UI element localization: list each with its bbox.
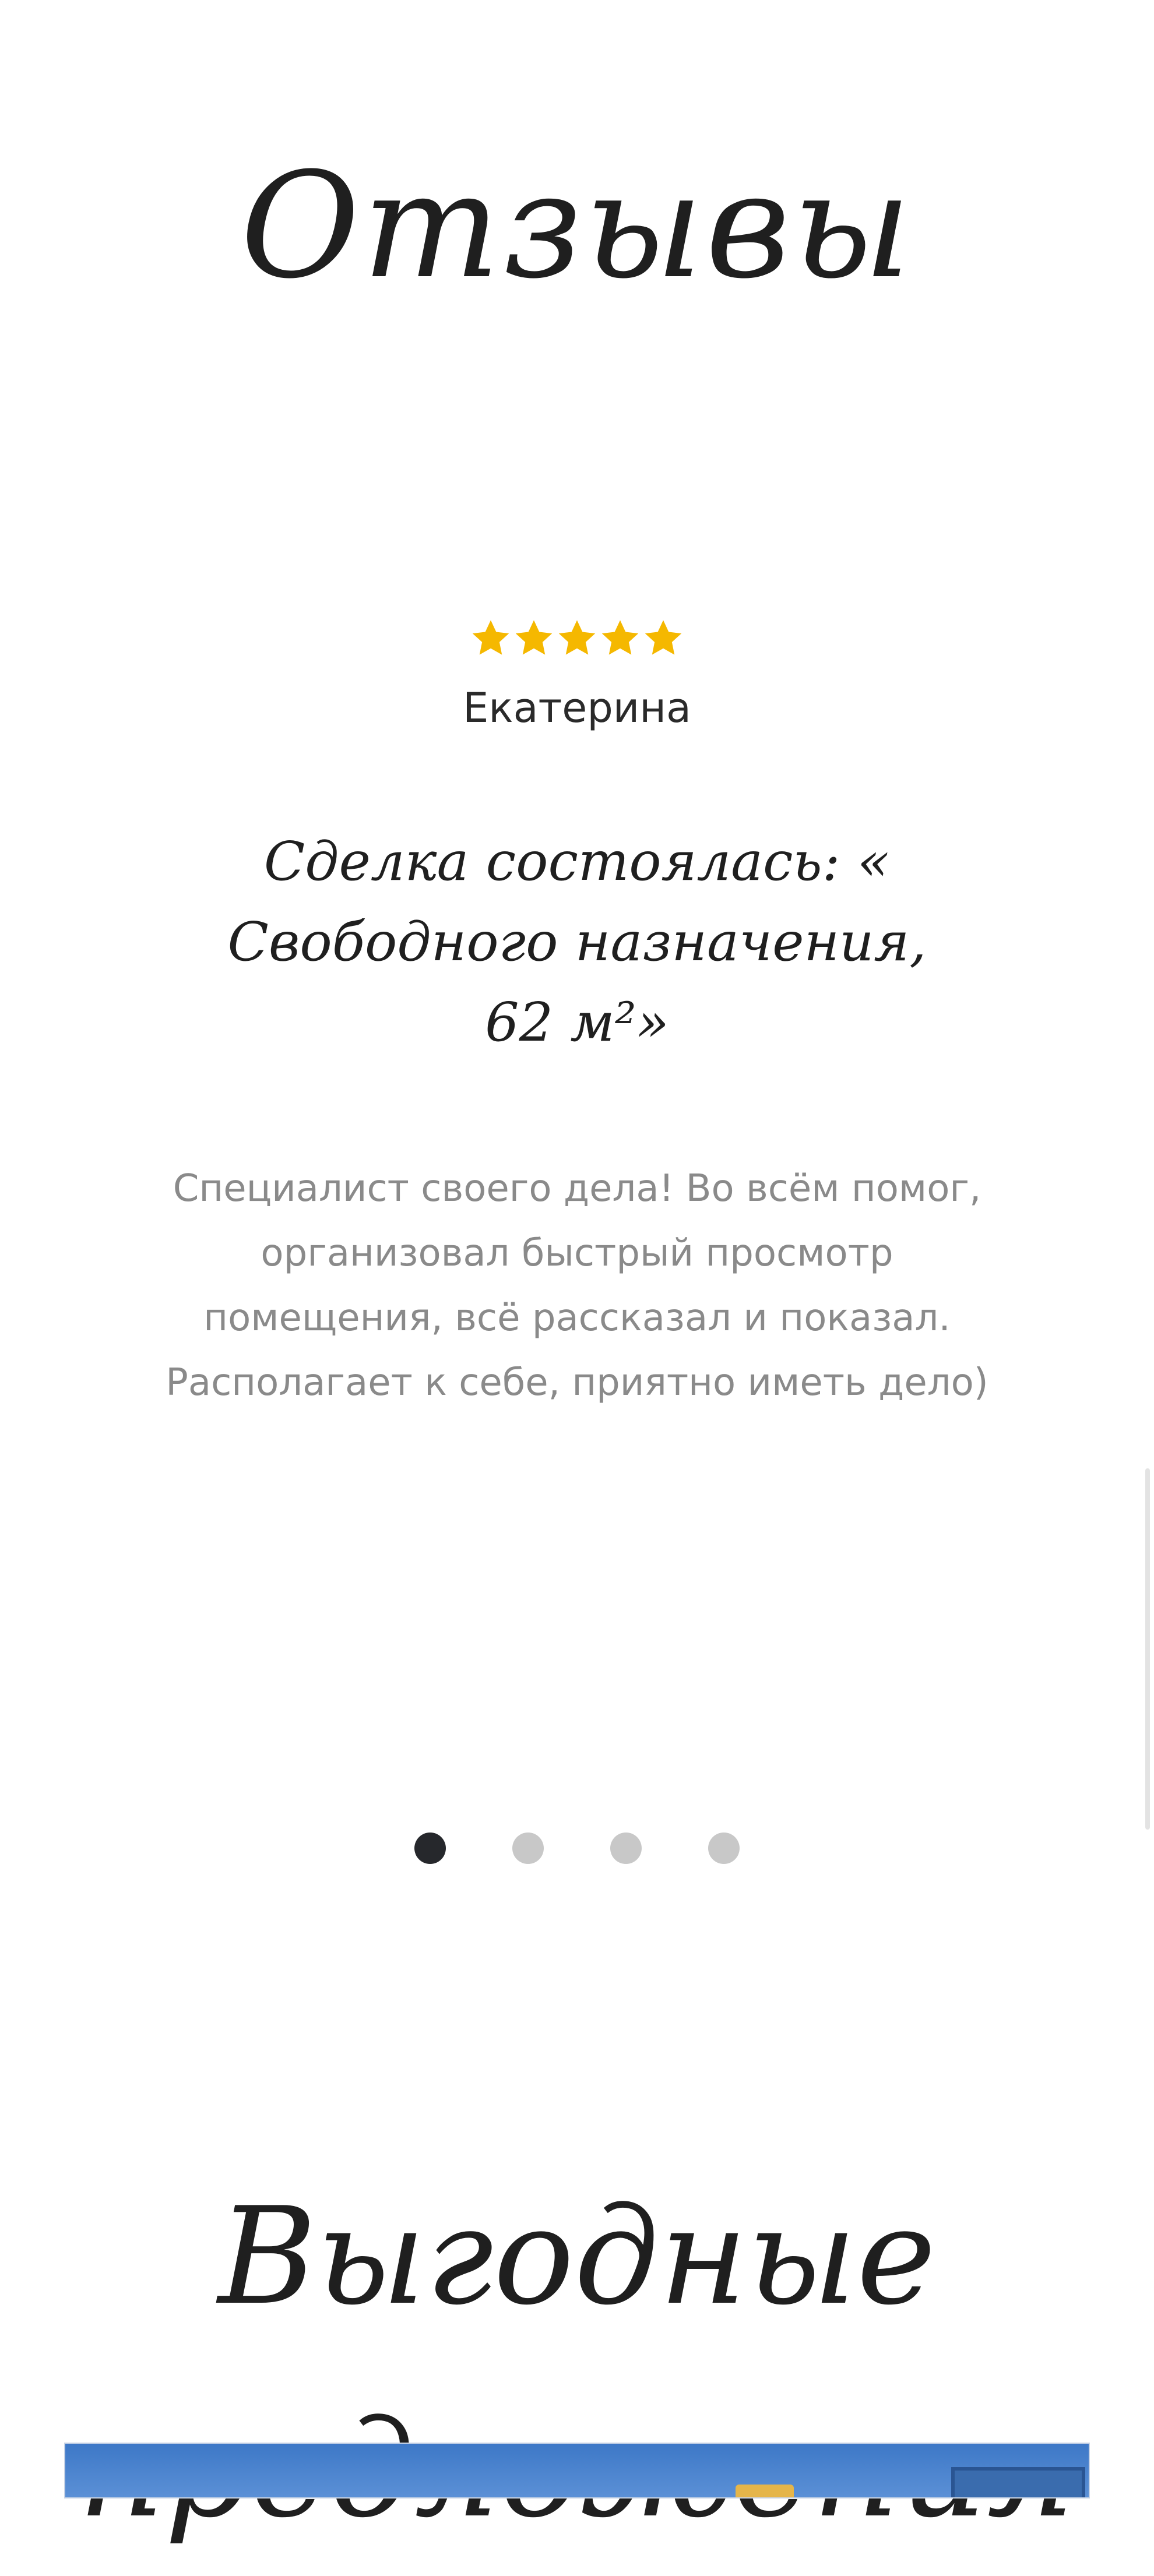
star-icon bbox=[557, 618, 597, 658]
rating-stars bbox=[0, 618, 1154, 658]
scrollbar[interactable] bbox=[1145, 1468, 1150, 1830]
star-icon bbox=[600, 618, 641, 658]
review-text: Специалист своего дела! Во всём помог, организовал быстрый просмотр помещения, всё рассказал и показал. Располагает к себе, приятно иметь дело) bbox=[166, 1167, 988, 1404]
pagination-dot[interactable] bbox=[414, 1833, 446, 1864]
star-icon bbox=[643, 618, 684, 658]
reviewer-name: Екатерина bbox=[463, 684, 691, 732]
pagination-dot[interactable] bbox=[512, 1833, 544, 1864]
star-icon bbox=[513, 618, 554, 658]
pagination-dot[interactable] bbox=[708, 1833, 740, 1864]
star-icon bbox=[470, 618, 511, 658]
reviews-section-title: Отзывы bbox=[240, 140, 914, 311]
offer-image-badge bbox=[951, 2467, 1085, 2499]
pagination-dot[interactable] bbox=[610, 1833, 642, 1864]
deal-title: Сделка состоялась: « Свободного назначения, 62 м²» bbox=[227, 830, 927, 1053]
offer-image[interactable] bbox=[64, 2443, 1090, 2499]
slider-pagination bbox=[0, 1833, 1154, 1864]
offer-image-sign bbox=[736, 2485, 794, 2499]
offers-section-title: Выгодные bbox=[218, 2179, 936, 2335]
